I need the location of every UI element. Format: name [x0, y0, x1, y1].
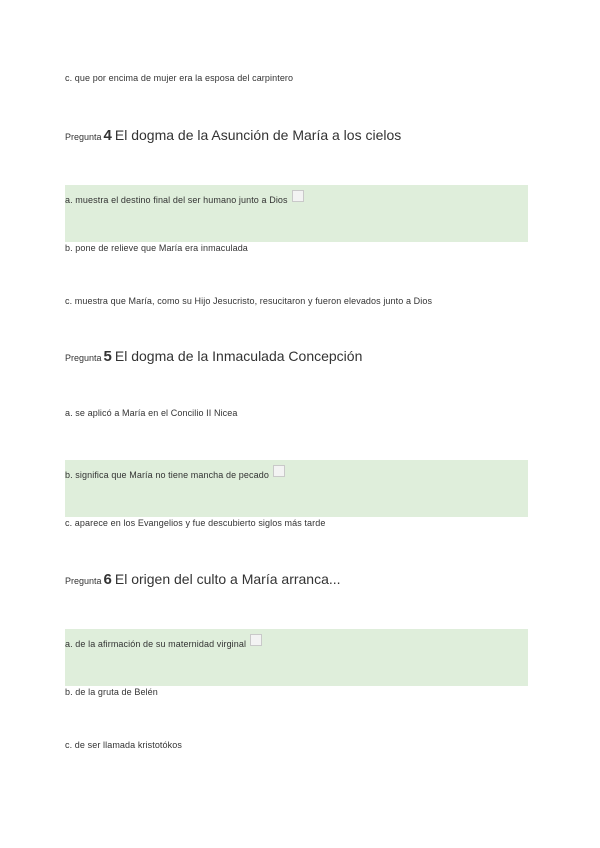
q5-option-a: a. se aplicó a María en el Concilio II Nicea: [65, 408, 238, 418]
checkbox-icon[interactable]: [273, 465, 285, 477]
checkbox-icon[interactable]: [250, 634, 262, 646]
question-4-title: [65, 127, 401, 145]
q5-option-b: [65, 465, 285, 480]
question-number: 4: [103, 127, 112, 144]
question-prefix: Pregunta: [65, 132, 102, 142]
q4-option-a: [65, 190, 304, 205]
q6-correct-answer-highlight: [65, 629, 528, 686]
q6-option-c: c. de ser llamada kristotókos: [65, 740, 182, 750]
q3-option-c: c. que por encima de mujer era la esposa del carpintero: [65, 73, 294, 83]
question-6-title: [65, 571, 341, 589]
question-5-title: [65, 348, 362, 366]
q4-option-c: c. muestra que María, como su Hijo Jesucristo, resucitaron y fueron elevados junto a Dios: [65, 296, 433, 306]
q5-option-c: c. aparece en los Evangelios y fue descubierto siglos más tarde: [65, 518, 326, 528]
q4-correct-answer-highlight: [65, 185, 528, 242]
checkbox-icon[interactable]: [292, 190, 304, 202]
question-prefix: Pregunta: [65, 353, 102, 363]
option-text: b. significa que María no tiene mancha de pecado: [65, 470, 269, 480]
option-text: a. de la afirmación de su maternidad virginal: [65, 639, 247, 649]
question-text: El origen del culto a María arranca...: [114, 571, 341, 587]
q6-option-b: b. de la gruta de Belén: [65, 687, 158, 697]
question-text: El dogma de la Asunción de María a los cielos: [114, 127, 402, 143]
q5-correct-answer-highlight: [65, 460, 528, 517]
question-prefix: Pregunta: [65, 576, 102, 586]
question-number: 6: [103, 571, 112, 588]
option-text: a. muestra el destino final del ser humano junto a Dios: [65, 195, 288, 205]
q6-option-a: [65, 634, 262, 649]
question-text: El dogma de la Inmaculada Concepción: [114, 348, 363, 364]
q4-option-b: b. pone de relieve que María era inmaculada: [65, 243, 248, 253]
question-number: 5: [103, 348, 112, 365]
